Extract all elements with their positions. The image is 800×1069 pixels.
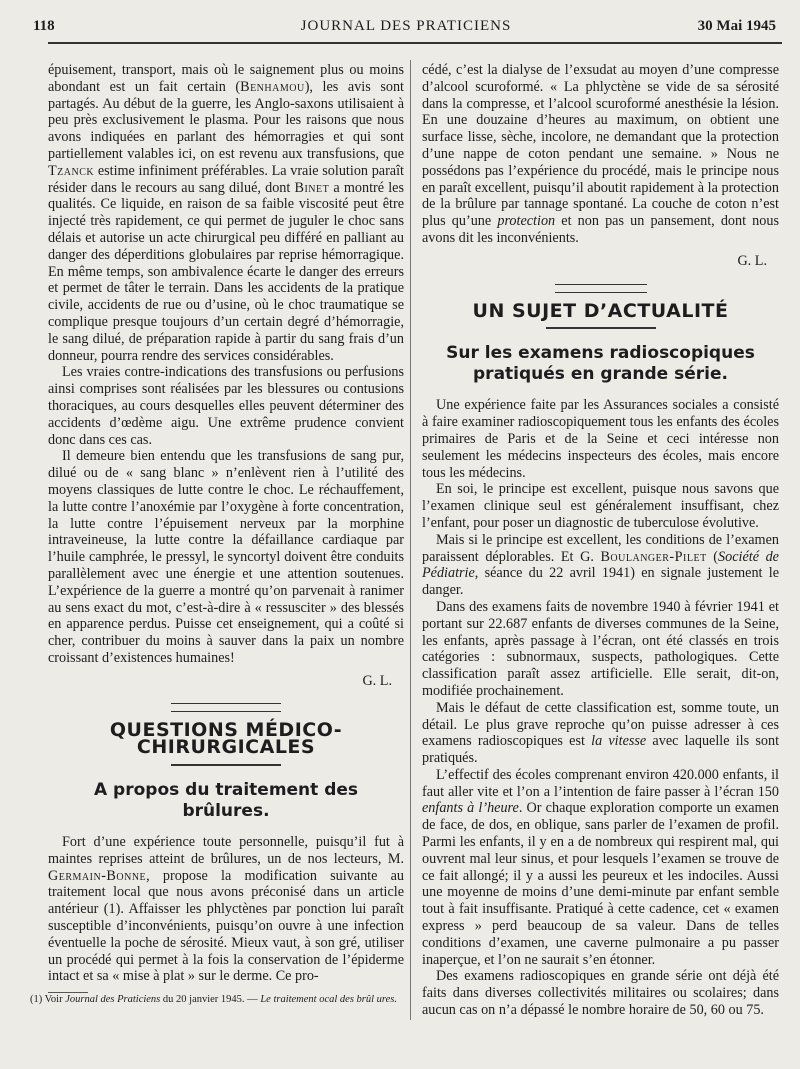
author-name: Benhamou (240, 78, 305, 95)
page-number: 118 (33, 18, 55, 34)
author-name: Binet (294, 179, 330, 196)
paragraph: Une expérience faite par les Assurances sociales a consisté à faire examiner radioscopiquement tous les enfants des écoles primaires de Paris et de la Seine et ceci intéresse non seulement les médecins inspecteurs des écoles, mais encore tous les médecins. (422, 397, 779, 481)
column-divider (410, 60, 411, 1020)
paragraph: Mais le défaut de cette classification est, somme toute, un détail. Le plus grave reproche qu’on puisse adresser à ces examens radioscopiques est la vitesse avec laquelle ils sont pratiqués. (422, 699, 780, 767)
issue-date: 30 Mai 1945 (697, 18, 776, 34)
section-title: QUESTIONS MÉDICO-CHIRURGICALES (109, 719, 343, 759)
decorative-rule (555, 284, 647, 293)
section-rule (171, 764, 281, 766)
signature: G. L. (737, 252, 767, 269)
article-title: Sur les examens radioscopiques pratiqués en grande série. (446, 343, 755, 385)
paragraph: En soi, le principe est excellent, puisque nous savons que l’examen clinique seul est généralement insuffisant, chez l’enfant, pour poser un diagnostic de tuberculose évolutive. (422, 481, 779, 531)
decorative-rule (171, 703, 281, 712)
article-title: A propos du traitement des brûlures. (93, 780, 359, 822)
section-rule (546, 327, 656, 329)
section-title: UN SUJET D’ACTUALITÉ (472, 299, 729, 322)
page-header (30, 15, 782, 43)
footnote: (1) Voir Journal des Praticiens du 20 janvier 1945. — Le traitement ocal des brûl ures. (30, 994, 397, 1005)
signature: G. L. (362, 672, 392, 689)
paragraph: Des examens radioscopiques en grande série ont déjà été faits dans diverses collectivités militaires ou scolaires; dans aucun cas on n’a dépassé le nombre horaire de 50, 60 ou 75. (422, 968, 779, 1019)
paragraph: Fort d’une expérience toute personnelle, puisqu’il fut à maintes reprises atteint de brûlures, un de nos lecteurs, M. Germain-Bonne, propose la modification suivante au traitement local que nous avons préconisé dans un article antérieur (1). Affaisser les phlyctènes par ponction lui paraît susceptible d’inconvénients, puisqu’on ouvre à une infection éventuelle la poche de sérosité. Mieux vaut, à son gré, utiliser un procédé qui permet à la fois la conservation de l’épiderme intact et sa « mise à plat » sur le derme. Ce pro- (48, 834, 404, 985)
paragraph: épuisement, transport, mais où le saignement plus ou moins abondant est un fait certain (Benhamou), les avis sont partagés. Au début de la guerre, les Anglo-saxons utilisaient à peu près exclusivement le plasma. Pour les raisons que nous avons indiquées en parlant des hémorragies et qui sont partiellement valables ici, on est revenu aux transfusions, que Tzanck estime infiniment préférables. La vraie solution paraît résider dans le recours au sang dilué, dont Binet a montré les qualités. Ce liquide, en raison de sa faible viscosité peut être injecté très rapidement, ce qui permet de juguler le choc sans délais et autorise un acte chirurgical peu différé en palliant au danger des déperditions globulaires par reprise hémorragique. En même temps, son ambivalence écarte le danger des erreurs et permet de tâter le terrain. Dans les accidents de la pratique civile, accidents de rue ou d’usine, où le choc traumatique se complique presque toujours d’un certain degré d’hémorragie, le sang dilué, de préparation rapide à partir du sang frais d’un donneur, pourra rendre des services considérables. (48, 62, 404, 364)
paragraph: Dans des examens faits de novembre 1940 à février 1941 et portant sur 22.687 enfants de diverses communes de la Seine, les enfants, après passage à l’écran, ont été classés en trois catégories : subnormaux, suspects, pathologiques. Cette classification paraît assez artificielle. Elle serait, dit-on, modifiée prochainement. (422, 598, 779, 699)
paragraph: Les vraies contre-indications des transfusions ou perfusions ainsi comprises sont réalisées par les blessures ou contusions thoraciques, au cours desquelles elles peuvent déterminer des accidents d’œdème aigu. Une extrême prudence convient donc dans ces cas. (48, 364, 404, 448)
right-column (422, 62, 779, 1019)
journal-title: JOURNAL DES PRATICIENS (300, 18, 512, 34)
paragraph: cédé, c’est la dialyse de l’exsudat au moyen d’une compresse d’alcool scuroformé. « La phlyctène se vide de sa sérosité dans la compresse, et l’alcool scuroformé anesthésie la lésion. En une douzaine d’heures au maximum, on obtient une surface lisse, sèche, incolore, ne demandant que la protection d’une nappe de coton pendant une semaine. » Nous ne possédons pas l’expérience du procédé, mais le principe nous en paraît excellent, puisqu’il aboutit rapidement à la protection de la brûlure par tannage spontané. La couche de coton n’est plus qu’une protection et non pas un pansement, dont nous avons dit les inconvénients. (422, 62, 779, 246)
author-name: Germain-Bonne (48, 867, 147, 884)
left-column (48, 62, 404, 985)
header-rule (48, 42, 782, 44)
paragraph: Il demeure bien entendu que les transfusions de sang pur, dilué ou de « sang blanc » n’enlèvent rien à l’utilité des moyens classiques de lutte contre le choc. Le réchauffement, la lutte contre l’anoxémie par l’oxygène à forte concentration, la lutte contre l’épuisement nerveux par la morphine intraveineuse, la lutte contre la défaillance cardiaque par l’huile camphrée, le pressyl, le syncortyl doivent être conduits parallèlement avec une énergie et une attention soutenues. L’expérience de la guerre a montré qu’on parvenait à ranimer au sens exact du mot, c’est-à-dire à « ressusciter » des blessés en apparence perdus. Puisse cet enseignement, qui a coûté si cher, contribuer du moins à sauver dans la paix un nombre croissant d’existences humaines! (48, 448, 404, 666)
paragraph: Mais si le principe est excellent, les conditions de l’examen paraissent déplorables. Et G. Boulanger-Pilet (Société de Pédiatrie, séance du 22 avril 1941) en signale justement le danger. (422, 531, 779, 599)
paragraph: L’effectif des écoles comprenant environ 420.000 enfants, il faut aller vite et l’on a l’intention de faire passer à l’écran 150 enfants à l’heure. Or chaque exploration comporte un examen de face, de dos, en oblique, sans parler de l’examen de profil. Parmi les enfants, il y en a de nombreux qui respirent mal, qui ouvrent mal leur sinus, et pour lesquels l’examen se trouve de ce fait allongé; il y a aussi les peureux et les indociles. Aussi une moyenne de moins d’une demi-minute par enfant semble tout à fait insuffisante. Pratiqué à cette cadence, cet « examen express » perd beaucoup de sa valeur. Dans de telles conditions d’examen, une caverne pulmonaire a pu passer inaperçue, et l’on ne saurait s’en étonner. (422, 766, 779, 968)
author-name: Boulanger-Pilet (600, 548, 707, 565)
footnote-rule (48, 992, 88, 993)
author-name: Tzanck (48, 162, 95, 179)
